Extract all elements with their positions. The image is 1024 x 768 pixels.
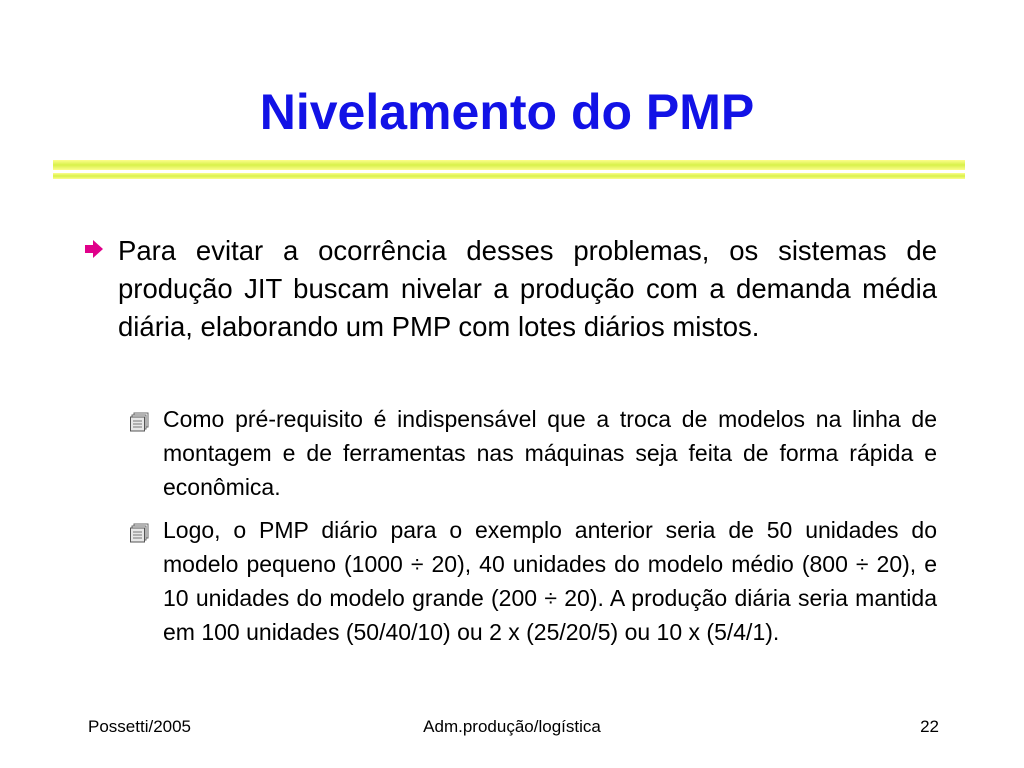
- footer-author: Possetti/2005: [88, 717, 192, 736]
- main-bullet: [84, 232, 937, 346]
- sub-bullet: [130, 402, 937, 504]
- footer-page-number: 22: [920, 717, 939, 736]
- stacked-boxes-icon: [130, 412, 150, 432]
- slide-title: Nivelamento do PMP: [259, 84, 755, 140]
- sub-bullet: [130, 513, 937, 649]
- title-underline: [53, 160, 965, 182]
- right-arrow-icon: [84, 237, 104, 261]
- stacked-boxes-icon: [130, 523, 150, 543]
- footer-course: Adm.produção/logística: [423, 717, 601, 736]
- underline-band-top: [53, 160, 965, 170]
- main-bullet-text: Para evitar a ocorrência desses problemas, os sistemas de produção JIT buscam nivelar a produção com a demanda média diária, elaborando um PMP com lotes diários mistos.: [118, 235, 937, 342]
- sub-bullet-text: Como pré-requisito é indispensável que a troca de modelos na linha de montagem e de ferramentas nas máquinas seja feita de forma rápida e econômica.: [163, 406, 937, 500]
- sub-bullet-text: Logo, o PMP diário para o exemplo anterior seria de 50 unidades do modelo pequeno (1000 ÷ 20), 40 unidades do modelo médio (800 ÷ 20), e 10 unidades do modelo grande (200 ÷ 20). A produção diária seria mantida em 100 unidades (50/40/10) ou 2 x (25/20/5) ou 10 x (5/4/1).: [163, 517, 937, 645]
- underline-band-bottom: [53, 173, 965, 179]
